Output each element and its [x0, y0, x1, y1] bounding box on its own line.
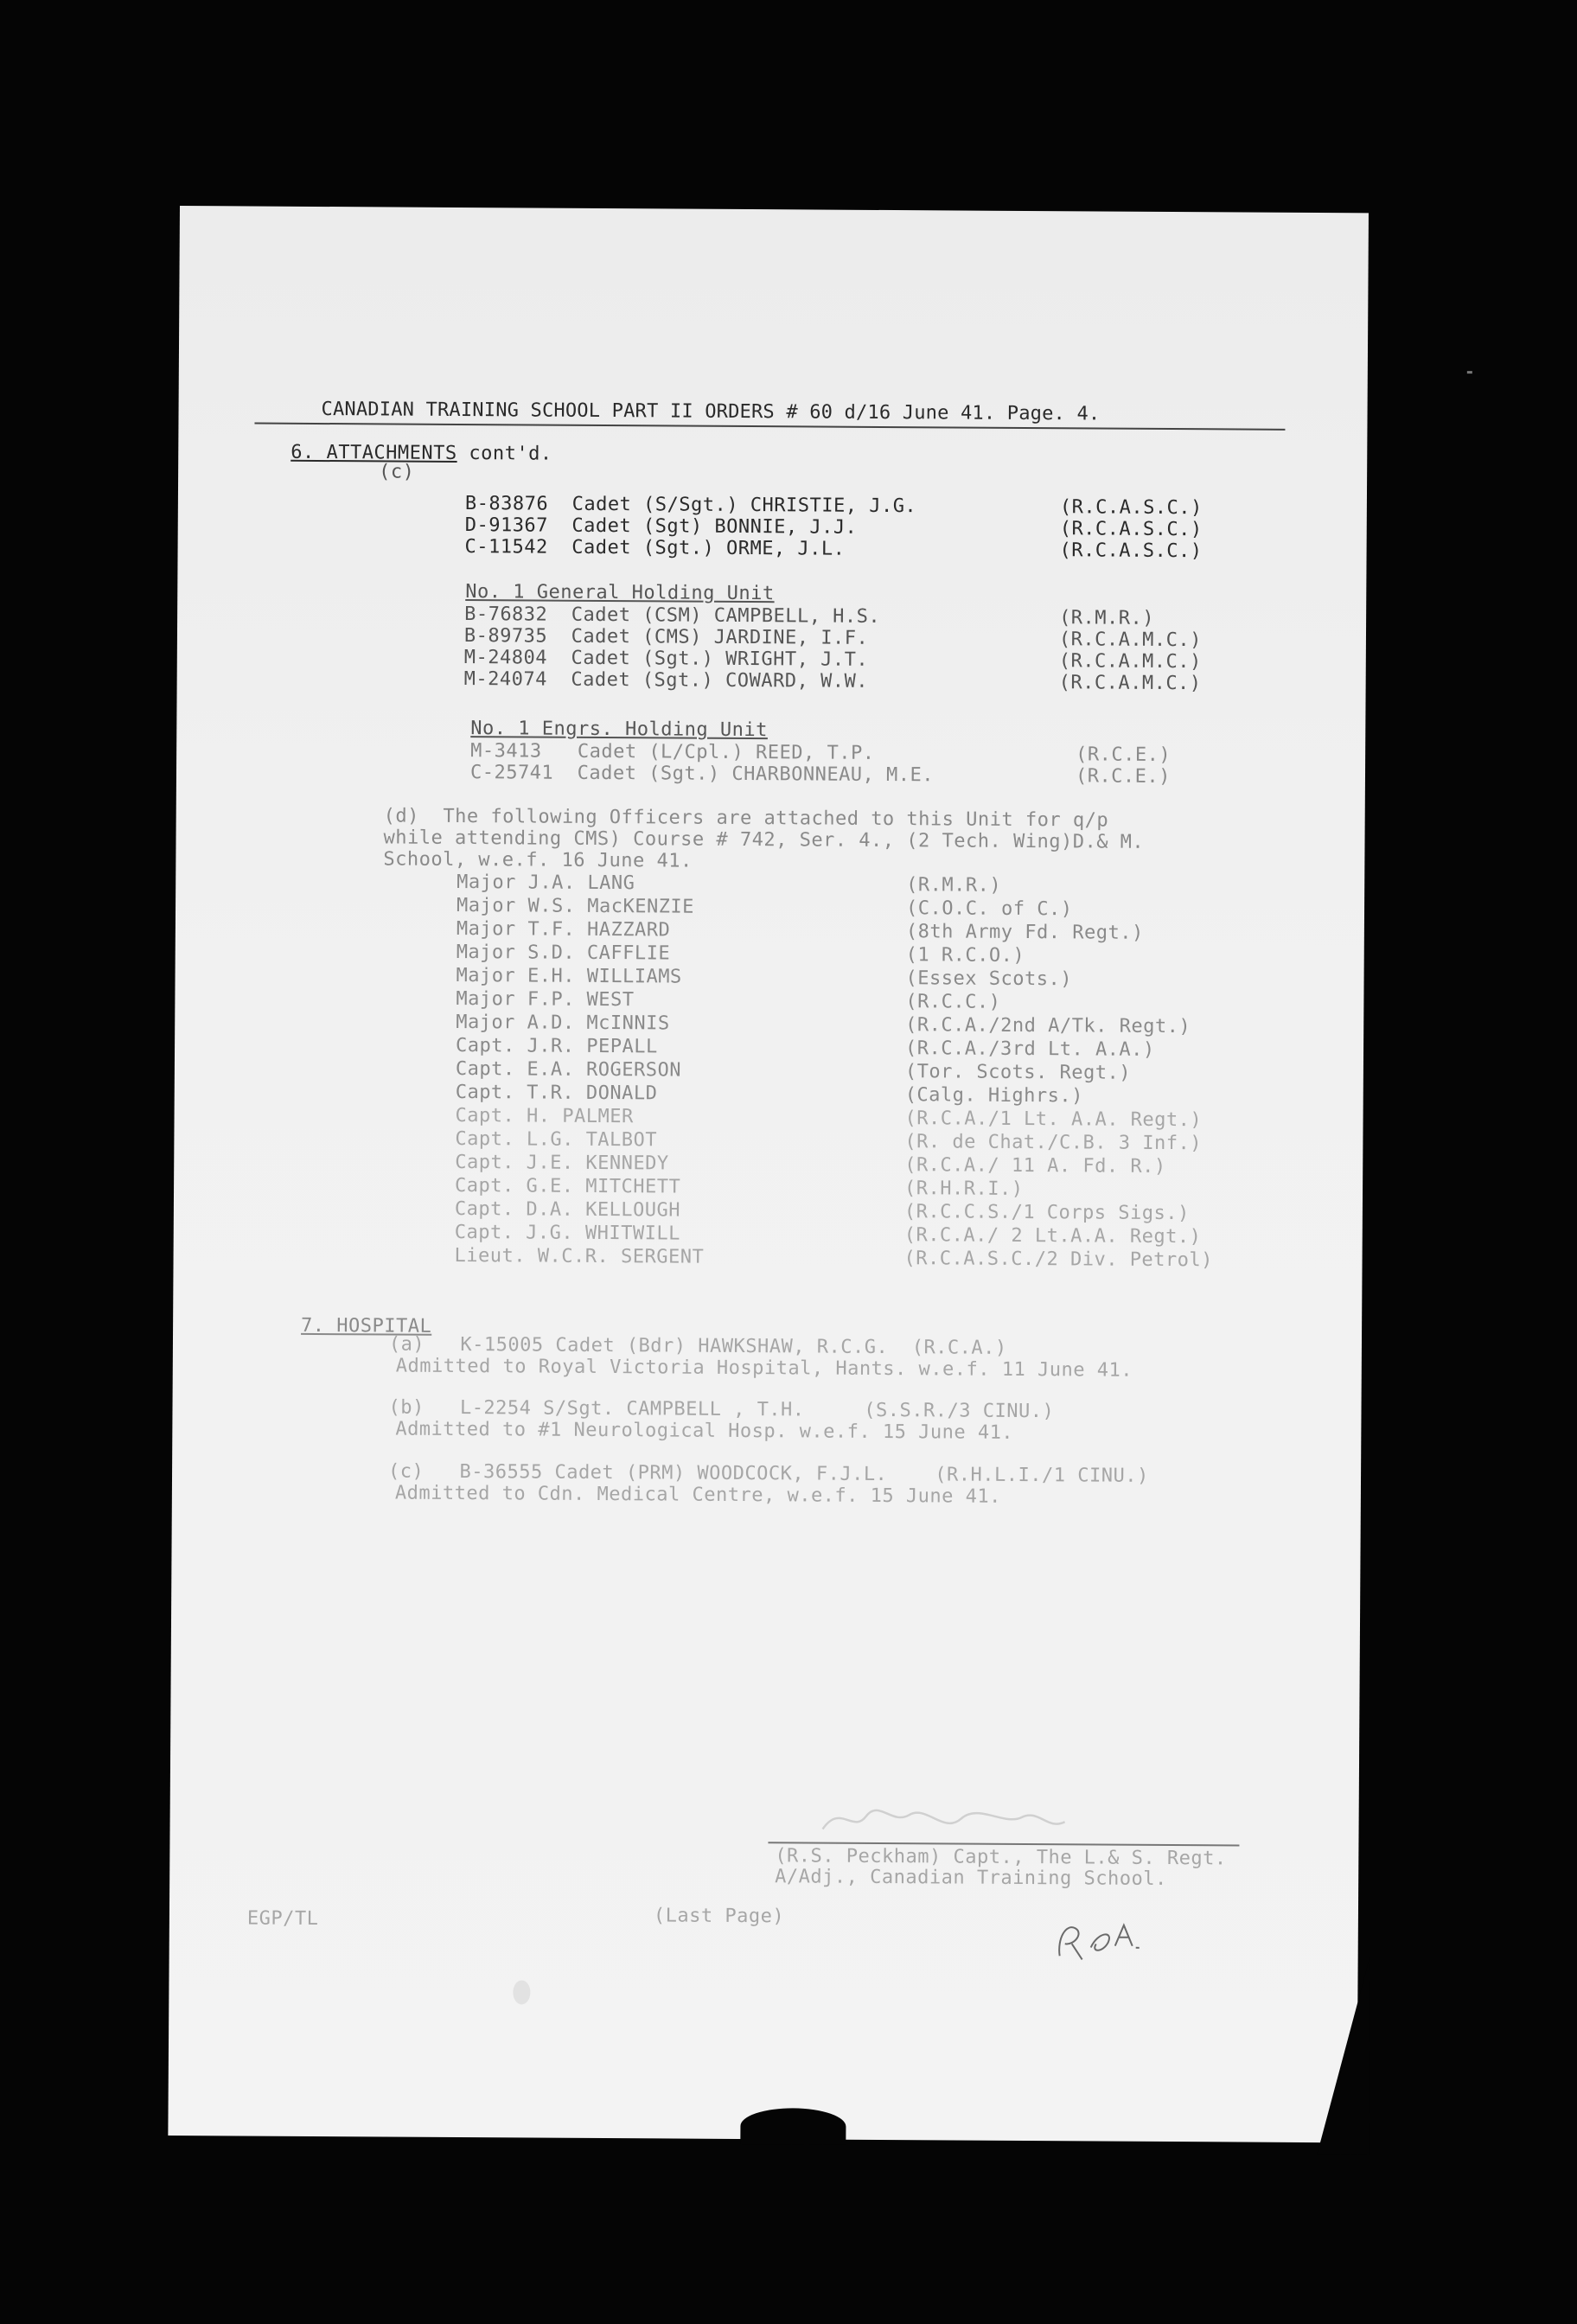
attachment-row: M-24804 Cadet (Sgt.) WRIGHT, J.T. [463, 647, 869, 671]
hospital-entry: (a) K-15005 Cadet (Bdr) HAWKSHAW, R.C.G. (R.C.A.) [388, 1333, 1007, 1359]
signature-name: (R.S. Peckham) Capt., The L.& S. Regt. [775, 1845, 1227, 1870]
officer-name: Major T.F. HAZZARD [456, 917, 671, 942]
header-rule [254, 423, 1285, 431]
subsection-d-line: while attending CMS) Course # 742, Ser. 4., (2 Tech. Wing)D.& M. [383, 827, 1145, 853]
officer-unit: (R.H.R.I.) [903, 1178, 1024, 1200]
officer-name: Capt. J.E. KENNEDY [455, 1151, 669, 1175]
officer-unit: (R. de Chat./C.B. 3 Inf.) [904, 1131, 1203, 1155]
officer-unit: (R.C.A.S.C./2 Div. Petrol) [903, 1248, 1214, 1272]
attachment-unit: (R.C.A.M.C.) [1058, 629, 1202, 652]
hospital-entry: (c) B-36555 Cadet (PRM) WOODCOCK, F.J.L. (R.H.L.I./1 CINU.) [387, 1460, 1149, 1487]
officer-unit: (C.O.C. of C.) [905, 897, 1073, 921]
handwritten-initials [1053, 1912, 1148, 1965]
officer-unit: (R.C.A./1 Lt. A.A. Regt.) [904, 1108, 1203, 1132]
section-6-heading [290, 442, 552, 465]
officer-unit: (R.C.C.) [905, 991, 1001, 1013]
section-7-title: 7. HOSPITAL [301, 1314, 432, 1338]
torn-corner [1317, 1956, 1370, 2155]
officer-name: Lieut. W.C.R. SERGENT [454, 1244, 705, 1268]
section-6-cont: cont'd. [456, 442, 552, 465]
document-page [168, 206, 1369, 2142]
officer-unit: (R.M.R.) [906, 874, 1002, 897]
officer-name: Capt. L.G. TALBOT [455, 1127, 658, 1152]
officer-name: Capt. T.R. DONALD [455, 1081, 658, 1105]
last-page-note: (Last Page) [653, 1905, 785, 1928]
hospital-entry: Admitted to Cdn. Medical Centre, w.e.f. 15 June 41. [394, 1482, 1001, 1508]
attachment-row: B-76832 Cadet (CSM) CAMPBELL, H.S. [464, 603, 881, 628]
officer-name: Capt. G.E. MITCHETT [455, 1174, 681, 1198]
subsection-c-label: (c) [379, 461, 415, 483]
officer-name: Capt. J.R. PEPALL [455, 1034, 658, 1058]
holding-unit-title: No. 1 Engrs. Holding Unit [470, 718, 769, 742]
attachment-unit: (R.M.R.) [1059, 607, 1155, 629]
officer-unit: (Essex Scots.) [905, 967, 1073, 991]
hospital-entry: Admitted to #1 Neurological Hosp. w.e.f. 15 June 41. [395, 1418, 1014, 1444]
attachment-row: D-91367 Cadet (Sgt) BONNIE, J.J. [464, 514, 858, 539]
attachment-row: C-11542 Cadet (Sgt.) ORME, J.L. [464, 536, 846, 560]
officer-name: Major S.D. CAFFLIE [456, 941, 671, 965]
officer-name: Capt. H. PALMER [455, 1104, 634, 1128]
attachment-unit: (R.C.A.M.C.) [1058, 672, 1202, 695]
attachment-row: B-83876 Cadet (S/Sgt.) CHRISTIE, J.G. [464, 493, 917, 518]
officer-name: Capt. E.A. ROGERSON [455, 1057, 682, 1082]
officer-name: Capt. D.A. KELLOUGH [454, 1197, 681, 1222]
attachment-row: M-3413 Cadet (L/Cpl.) REED, T.P. [470, 740, 875, 764]
officer-unit: (R.C.A./2nd A/Tk. Regt.) [905, 1014, 1191, 1038]
attachment-row: B-89735 Cadet (CMS) JARDINE, I.F. [463, 625, 869, 649]
holding-unit-title: No. 1 General Holding Unit [465, 581, 775, 605]
paper-tear [740, 2108, 846, 2145]
attachment-unit: (R.C.A.S.C.) [1059, 540, 1203, 563]
officer-name: Major F.P. WEST [456, 987, 635, 1012]
attachment-unit: (R.C.E.) [1076, 744, 1172, 767]
section-6-title: 6. ATTACHMENTS [290, 441, 457, 464]
attachment-row: C-25741 Cadet (Sgt.) CHARBONNEAU, M.E. [469, 762, 935, 787]
officer-unit: (R.C.A./3rd Lt. A.A.) [904, 1038, 1155, 1061]
officer-name: Major A.D. McINNIS [456, 1011, 670, 1035]
reference-initials: EGP/TL [246, 1907, 319, 1931]
attachment-unit: (R.C.E.) [1075, 765, 1172, 788]
attachment-unit: (R.C.A.M.C.) [1058, 650, 1202, 674]
attachment-unit: (R.C.A.S.C.) [1059, 518, 1203, 541]
paper-blemish [513, 1980, 530, 2004]
hospital-entry: (b) L-2254 S/Sgt. CAMPBELL , T.H. (S.S.R./3 CINU.) [388, 1396, 1055, 1423]
subsection-d-line: (d) The following Officers are attached to this Unit for q/p [383, 805, 1109, 832]
officer-name: Capt. J.G. WHITWILL [454, 1221, 680, 1245]
faded-signature [814, 1799, 1073, 1844]
officer-unit: (1 R.C.O.) [905, 944, 1025, 967]
officer-name: Major W.S. MacKENZIE [456, 894, 695, 918]
officer-unit: (Tor. Scots. Regt.) [904, 1061, 1132, 1084]
order-header: CANADIAN TRAINING SCHOOL PART II ORDERS # 60 d/16 June 41. Page. 4. [321, 399, 1101, 425]
dust-speck [1467, 371, 1472, 374]
officer-unit: (R.C.C.S./1 Corps Sigs.) [903, 1201, 1190, 1225]
attachment-unit: (R.C.A.S.C.) [1059, 496, 1203, 520]
officer-unit: (Calg. Highrs.) [904, 1084, 1083, 1108]
officer-unit: (R.C.A./ 2 Lt.A.A. Regt.) [903, 1224, 1202, 1248]
subsection-d-line: School, w.e.f. 16 June 41. [383, 848, 693, 872]
officer-name: Major J.A. LANG [456, 871, 635, 895]
officer-unit: (8th Army Fd. Regt.) [905, 921, 1144, 944]
attachment-row: M-24074 Cadet (Sgt.) COWARD, W.W. [463, 668, 869, 693]
signature-title: A/Adj., Canadian Training School. [775, 1866, 1167, 1891]
officer-name: Major E.H. WILLIAMS [456, 964, 682, 988]
hospital-entry: Admitted to Royal Victoria Hospital, Hants. w.e.f. 11 June 41. [395, 1355, 1133, 1382]
officer-unit: (R.C.A./ 11 A. Fd. R.) [904, 1154, 1166, 1178]
